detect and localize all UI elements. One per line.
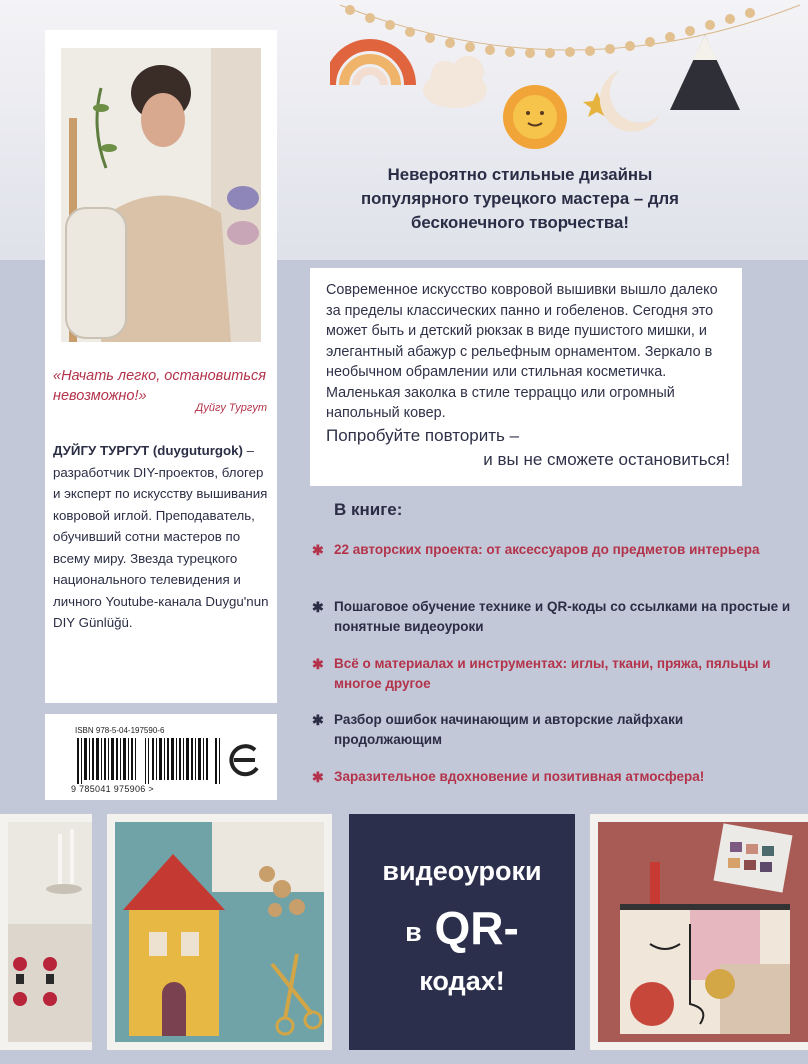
photo-house-pillow [107,814,332,1050]
author-quote: «Начать легко, остановиться невозможно!» [53,368,266,404]
feature-text: Пошаговое обучение технике и QR-коды со ссылками на простые и понятные видеоуроки [334,599,791,634]
description-box [310,268,742,486]
feature-text: Разбор ошибок начинающим и авторские лайфхаки продолжающим [334,712,684,747]
isbn-digits: 9 785041 975906 > [71,784,154,794]
asterisk-icon: ✱ [312,712,324,728]
in-book-heading: В книге: [334,500,403,519]
qr-promo-line-3: кодах! [419,966,505,996]
asterisk-icon: ✱ [312,542,324,558]
asterisk-icon: ✱ [312,599,324,615]
feature-text: Всё о материалах и инструментах: иглы, ткани, пряжа, пяльцы и многое другое [334,656,771,691]
barcode-icon [75,738,223,786]
quote-author: Дуйгу Тургут [195,402,267,414]
feature-text: 22 авторских проекта: от аксессуаров до предметов интерьера [334,542,760,557]
qr-promo-line-1: видеоуроки [382,856,542,886]
author-bio-text: – разработчик DIY-проектов, блогер и эксперт по искусству вышивания ковровой иглой. Преподаватель, обучивший сотни мастеров по всему миру. Звезда турецкого национального телевидения и личного Youtube-канала Duygu'nun DIY Günlüğü. [53,443,269,630]
feature-text: Заразительное вдохновение и позитивная атмосфера! [334,769,705,784]
qr-promo-main: QR- [434,902,519,954]
asterisk-icon: ✱ [312,769,324,785]
author-bio [53,440,273,634]
photo-table-runner [0,814,92,1050]
publisher-logo-icon [225,740,265,780]
headline: Невероятно стильные дизайны популярного турецкого мастера – для бесконечного творчества! [361,165,679,232]
isbn-label: ISBN 978-5-04-197590-6 [75,726,165,735]
photo-cosmetic-bag [590,814,808,1050]
garland-illustration [330,0,808,150]
qr-promo-prefix: в [405,916,422,947]
author-photo [61,48,261,342]
isbn-card [45,714,277,800]
qr-promo-box [349,814,575,1050]
author-name: ДУЙГУ ТУРГУТ (duyguturgok) [53,443,243,458]
try-line-2: и вы не сможете остановиться! [483,450,730,469]
qr-promo-line-2 [349,902,575,958]
author-card [45,30,277,703]
try-line-1: Попробуйте повторить – [326,426,520,445]
description-text: Современное искусство ковровой вышивки вышло далеко за пределы классических панно и гобеленов. Сегодня это может быть и детский рюкзак в виде пушистого мишки, и элегантный абажур с рельефным орнаментом. Зеркало в необычном обрамлении или стильная косметичка. Маленькая заколка в стиле терраццо или огромный напольный ковер. [326,282,718,421]
asterisk-icon: ✱ [312,656,324,672]
